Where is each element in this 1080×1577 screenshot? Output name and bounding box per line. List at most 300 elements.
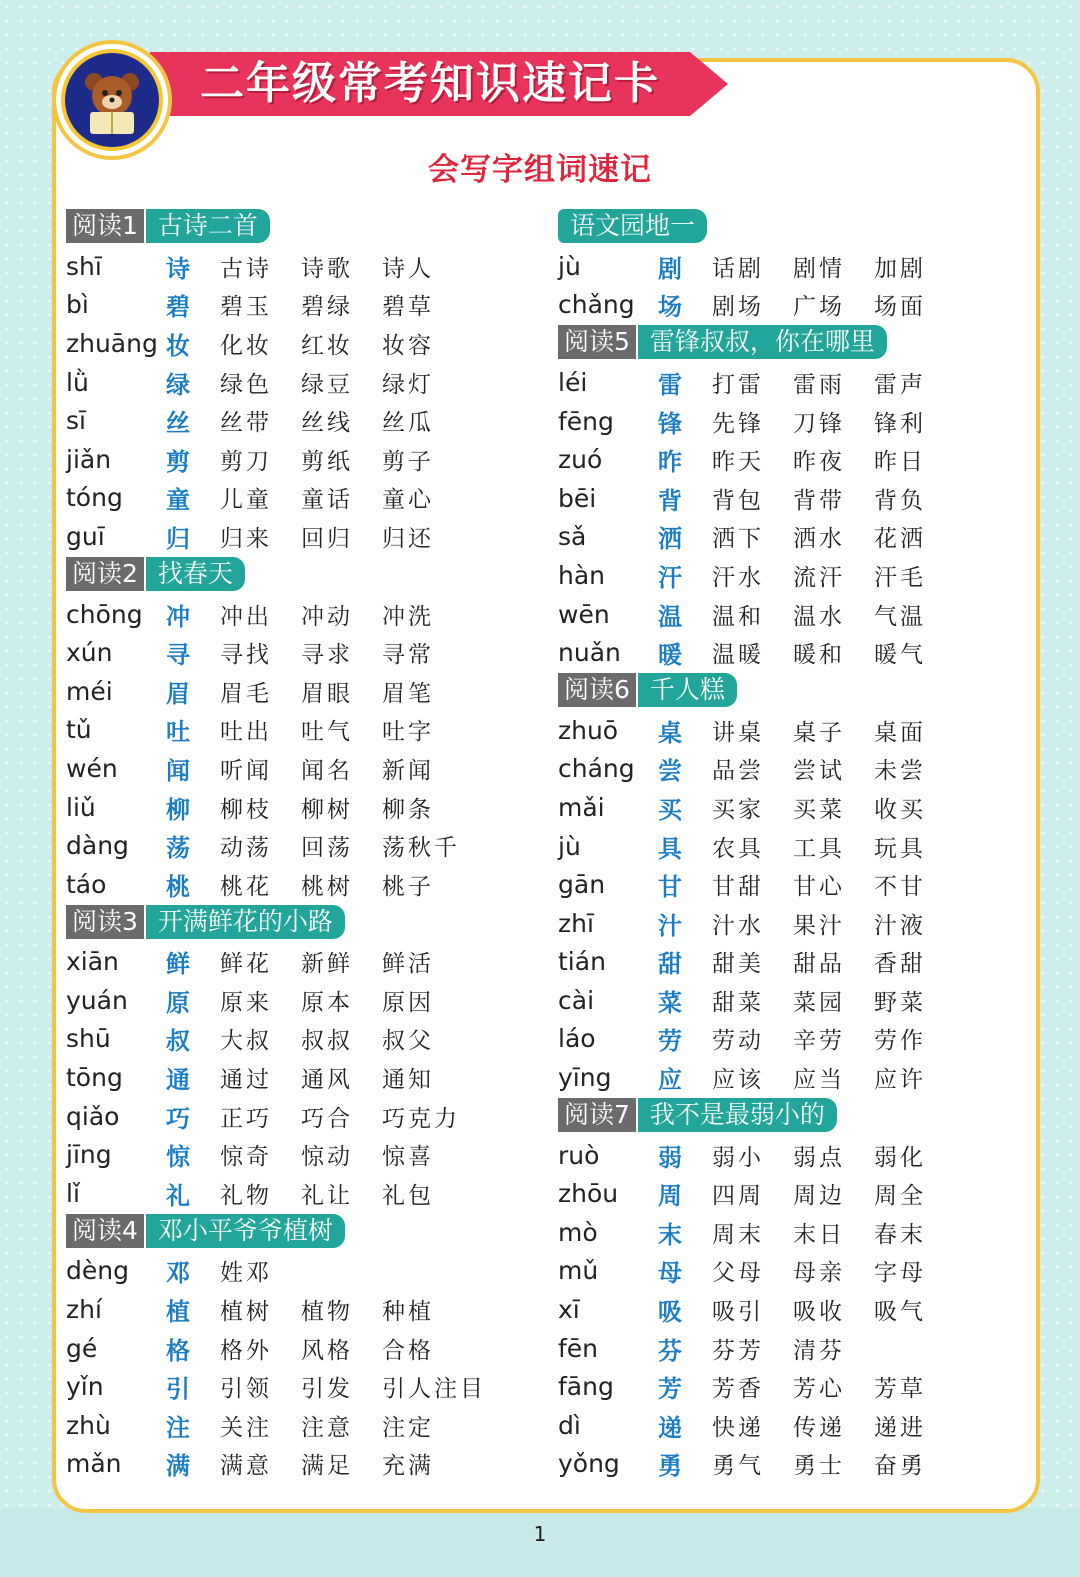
word: 广场 xyxy=(793,294,845,321)
character: 邓 xyxy=(166,1259,190,1288)
word: 买家 xyxy=(712,796,764,823)
word: 植物 xyxy=(301,1299,353,1326)
word-row xyxy=(66,788,506,827)
section-header xyxy=(66,556,506,592)
word: 未尝 xyxy=(874,758,926,785)
character: 芳 xyxy=(658,1375,682,1404)
word-row xyxy=(66,247,506,286)
word: 字母 xyxy=(874,1260,926,1287)
word: 勇气 xyxy=(712,1453,764,1480)
word-row xyxy=(558,1252,998,1291)
pinyin: dèng xyxy=(66,1256,129,1286)
word: 父母 xyxy=(712,1260,764,1287)
word: 汗毛 xyxy=(874,564,926,591)
word-row xyxy=(558,827,998,866)
word: 原来 xyxy=(220,989,272,1016)
word-row xyxy=(558,1367,998,1406)
word: 化妆 xyxy=(220,332,272,359)
word: 眉眼 xyxy=(301,680,353,707)
word: 寻求 xyxy=(301,642,353,669)
word: 鲜活 xyxy=(382,951,434,978)
character: 冲 xyxy=(166,602,190,631)
word-row xyxy=(558,595,998,634)
left-column xyxy=(66,208,506,1483)
word: 芳草 xyxy=(874,1376,926,1403)
word: 劳作 xyxy=(874,1028,926,1055)
section-header xyxy=(558,208,998,244)
word: 大叔 xyxy=(220,1028,272,1055)
pinyin: fāng xyxy=(558,1372,614,1402)
word: 温暖 xyxy=(712,642,764,669)
pinyin: láo xyxy=(558,1024,596,1054)
pinyin: léi xyxy=(558,367,588,397)
word: 新闻 xyxy=(382,757,434,784)
word: 雷雨 xyxy=(793,371,845,398)
word: 冲出 xyxy=(220,603,272,630)
character: 原 xyxy=(166,988,190,1017)
word: 洒下 xyxy=(712,526,764,553)
character: 应 xyxy=(658,1066,682,1095)
word: 快递 xyxy=(712,1414,764,1441)
word: 剪子 xyxy=(382,448,434,475)
word: 引人注目 xyxy=(382,1376,486,1403)
pinyin: fēn xyxy=(558,1333,599,1363)
word-row xyxy=(558,788,998,827)
word-row xyxy=(66,1058,506,1097)
section-title: 邓小平爷爷植树 xyxy=(146,1214,345,1248)
word: 汁水 xyxy=(712,912,764,939)
word: 暖和 xyxy=(793,642,845,669)
word: 弱点 xyxy=(793,1144,845,1171)
word: 甜美 xyxy=(712,951,764,978)
word-row xyxy=(558,363,998,402)
word: 芳香 xyxy=(712,1376,764,1403)
pinyin: hàn xyxy=(558,560,606,590)
word: 关注 xyxy=(220,1414,272,1441)
word-row xyxy=(66,943,506,982)
word-row xyxy=(558,633,998,672)
word: 弱化 xyxy=(874,1144,926,1171)
section-tag: 阅读4 xyxy=(66,1214,144,1248)
character: 甜 xyxy=(658,950,682,979)
word-row xyxy=(66,865,506,904)
word: 四周 xyxy=(712,1183,764,1210)
character: 桌 xyxy=(658,718,682,747)
word: 姓邓 xyxy=(220,1260,272,1287)
word: 动荡 xyxy=(220,835,272,862)
word-row xyxy=(558,750,998,789)
pinyin: guī xyxy=(66,521,105,551)
word-row xyxy=(558,1174,998,1213)
page-number: 1 xyxy=(533,1522,547,1546)
word: 通风 xyxy=(301,1067,353,1094)
word: 诗人 xyxy=(382,255,434,282)
word-row xyxy=(66,595,506,634)
word: 归来 xyxy=(220,525,272,552)
section-header xyxy=(66,1213,506,1249)
word: 绿灯 xyxy=(382,371,434,398)
section-tag: 阅读6 xyxy=(558,673,636,707)
word: 周末 xyxy=(712,1221,764,1248)
word: 剧场 xyxy=(712,294,764,321)
word: 收买 xyxy=(874,796,926,823)
character: 通 xyxy=(166,1066,190,1095)
word: 花洒 xyxy=(874,526,926,553)
word-row xyxy=(66,1445,506,1484)
word-row xyxy=(66,479,506,518)
character: 甘 xyxy=(658,873,682,902)
word: 洒水 xyxy=(793,526,845,553)
word: 辛劳 xyxy=(793,1028,845,1055)
word: 吸引 xyxy=(712,1299,764,1326)
pinyin: tóng xyxy=(66,483,123,513)
word: 暖气 xyxy=(874,642,926,669)
word-row xyxy=(66,1329,506,1368)
word: 吐出 xyxy=(220,719,272,746)
section-title: 千人糕 xyxy=(638,673,737,707)
word: 吸收 xyxy=(793,1299,845,1326)
section-tag: 阅读2 xyxy=(66,557,144,591)
pinyin: bì xyxy=(66,290,89,320)
bear-reading-icon xyxy=(72,60,152,140)
word-row xyxy=(558,1445,998,1484)
right-column xyxy=(558,208,998,1483)
word-row xyxy=(558,402,998,441)
word: 正巧 xyxy=(220,1105,272,1132)
word-row xyxy=(558,1290,998,1329)
pinyin: nuǎn xyxy=(558,638,621,668)
pinyin: xī xyxy=(558,1295,580,1325)
character: 礼 xyxy=(166,1181,190,1210)
word: 场面 xyxy=(874,294,926,321)
word: 碧绿 xyxy=(301,294,353,321)
word-row xyxy=(66,324,506,363)
word: 奋勇 xyxy=(874,1453,926,1480)
word: 眉毛 xyxy=(220,680,272,707)
word-row xyxy=(66,633,506,672)
pinyin: ruò xyxy=(558,1140,600,1170)
word: 桃花 xyxy=(220,873,272,900)
pinyin: tián xyxy=(558,947,606,977)
section-title: 雷锋叔叔，你在哪里 xyxy=(638,325,887,359)
word: 妆容 xyxy=(382,332,434,359)
word: 诗歌 xyxy=(301,255,353,282)
pinyin: zhī xyxy=(558,908,594,938)
word: 先锋 xyxy=(712,410,764,437)
word-row xyxy=(558,440,998,479)
word: 引领 xyxy=(220,1376,272,1403)
word: 打雷 xyxy=(712,371,764,398)
word: 叔叔 xyxy=(301,1028,353,1055)
word: 柳枝 xyxy=(220,796,272,823)
pinyin: sī xyxy=(66,406,86,436)
word: 眉笔 xyxy=(382,680,434,707)
word: 香甜 xyxy=(874,951,926,978)
word-row xyxy=(558,1136,998,1175)
pinyin: yǐn xyxy=(66,1372,104,1402)
word-row xyxy=(558,943,998,982)
word: 绿色 xyxy=(220,371,272,398)
pinyin: lǐ xyxy=(66,1178,80,1208)
pinyin: méi xyxy=(66,676,113,706)
word: 寻常 xyxy=(382,642,434,669)
character: 母 xyxy=(658,1259,682,1288)
pinyin: mǔ xyxy=(558,1256,599,1286)
section-header xyxy=(558,324,998,360)
word-row xyxy=(66,1020,506,1059)
word: 鲜花 xyxy=(220,951,272,978)
word-row xyxy=(558,981,998,1020)
word: 劳动 xyxy=(712,1028,764,1055)
section-tag: 阅读5 xyxy=(558,325,636,359)
character: 具 xyxy=(658,834,682,863)
pinyin: wén xyxy=(66,753,118,783)
word: 品尝 xyxy=(712,758,764,785)
character: 荡 xyxy=(166,834,190,863)
word: 甘心 xyxy=(793,874,845,901)
word: 果汁 xyxy=(793,912,845,939)
word: 刀锋 xyxy=(793,410,845,437)
character: 温 xyxy=(658,602,682,631)
word: 惊奇 xyxy=(220,1144,272,1171)
pinyin: tǔ xyxy=(66,715,92,745)
word-row xyxy=(66,749,506,788)
word: 话剧 xyxy=(712,255,764,282)
word: 植树 xyxy=(220,1299,272,1326)
character: 弱 xyxy=(658,1143,682,1172)
word: 荡秋千 xyxy=(382,835,460,862)
pinyin: sǎ xyxy=(558,522,587,552)
pinyin: chǎng xyxy=(558,290,635,320)
bear-mascot-badge xyxy=(56,44,168,156)
word: 儿童 xyxy=(220,487,272,514)
word: 风格 xyxy=(301,1337,353,1364)
word-row xyxy=(66,1367,506,1406)
word: 农具 xyxy=(712,835,764,862)
word-row xyxy=(558,1213,998,1252)
word: 新鲜 xyxy=(301,951,353,978)
character: 汗 xyxy=(658,563,682,592)
word: 流汗 xyxy=(793,564,845,591)
character: 洒 xyxy=(658,525,682,554)
word-row xyxy=(66,440,506,479)
word: 种植 xyxy=(382,1299,434,1326)
word: 剧情 xyxy=(793,255,845,282)
pinyin: zhōu xyxy=(558,1179,619,1209)
word-row xyxy=(558,1058,998,1097)
section-title: 语文园地一 xyxy=(558,209,707,243)
character: 格 xyxy=(166,1336,190,1365)
character: 汁 xyxy=(658,911,682,940)
character: 鲜 xyxy=(166,950,190,979)
character: 锋 xyxy=(658,409,682,438)
pinyin: fēng xyxy=(558,406,614,436)
pinyin: liǔ xyxy=(66,792,96,822)
word: 格外 xyxy=(220,1337,272,1364)
word: 母亲 xyxy=(793,1260,845,1287)
word: 温水 xyxy=(793,603,845,630)
word: 芳心 xyxy=(793,1376,845,1403)
character: 周 xyxy=(658,1182,682,1211)
word: 买菜 xyxy=(793,796,845,823)
pinyin: zuó xyxy=(558,445,603,475)
pinyin: zhuō xyxy=(558,715,619,745)
word: 丝线 xyxy=(301,410,353,437)
word: 汁液 xyxy=(874,912,926,939)
pinyin: jiǎn xyxy=(66,444,112,474)
pinyin: zhù xyxy=(66,1410,111,1440)
character: 诗 xyxy=(166,254,190,283)
character: 叔 xyxy=(166,1027,190,1056)
character: 场 xyxy=(658,293,682,322)
character: 寻 xyxy=(166,641,190,670)
word: 惊喜 xyxy=(382,1144,434,1171)
pinyin: dì xyxy=(558,1410,581,1440)
character: 引 xyxy=(166,1375,190,1404)
page-title: 二年级常考知识速记卡 xyxy=(200,58,660,109)
word: 周全 xyxy=(874,1183,926,1210)
word: 野菜 xyxy=(874,989,926,1016)
word: 注意 xyxy=(301,1414,353,1441)
word-row xyxy=(558,518,998,557)
section-title: 我不是最弱小的 xyxy=(638,1098,837,1132)
word: 礼物 xyxy=(220,1182,272,1209)
word: 古诗 xyxy=(220,255,272,282)
pinyin: yǒng xyxy=(558,1449,620,1479)
page-subtitle: 会写字组词速记 xyxy=(428,152,652,188)
word: 桃子 xyxy=(382,873,434,900)
word: 桃树 xyxy=(301,873,353,900)
character: 剪 xyxy=(166,447,190,476)
character: 满 xyxy=(166,1452,190,1481)
word-row xyxy=(558,286,998,325)
word: 巧克力 xyxy=(382,1105,460,1132)
pinyin: qiǎo xyxy=(66,1101,120,1131)
section-tag: 阅读7 xyxy=(558,1098,636,1132)
section-header xyxy=(66,208,506,244)
character: 植 xyxy=(166,1298,190,1327)
word: 绿豆 xyxy=(301,371,353,398)
pinyin: xiān xyxy=(66,947,119,977)
word-row xyxy=(66,1406,506,1445)
word: 碧玉 xyxy=(220,294,272,321)
pinyin: bēi xyxy=(558,483,597,513)
word: 温和 xyxy=(712,603,764,630)
word: 桌面 xyxy=(874,719,926,746)
word: 充满 xyxy=(382,1453,434,1480)
word: 背包 xyxy=(712,487,764,514)
character: 菜 xyxy=(658,988,682,1017)
pinyin: jù xyxy=(558,831,581,861)
character: 勇 xyxy=(658,1452,682,1481)
word: 碧草 xyxy=(382,294,434,321)
word: 背带 xyxy=(793,487,845,514)
pinyin: mǎi xyxy=(558,792,605,822)
character: 昨 xyxy=(658,448,682,477)
word: 应许 xyxy=(874,1067,926,1094)
word: 惊动 xyxy=(301,1144,353,1171)
section-header xyxy=(66,904,506,940)
pinyin: cài xyxy=(558,985,595,1015)
word: 讲桌 xyxy=(712,719,764,746)
word: 柳条 xyxy=(382,796,434,823)
word-row xyxy=(558,556,998,595)
word-row xyxy=(558,247,998,286)
word: 周边 xyxy=(793,1183,845,1210)
character: 吐 xyxy=(166,718,190,747)
pinyin: shī xyxy=(66,251,102,281)
word: 剪刀 xyxy=(220,448,272,475)
character: 惊 xyxy=(166,1143,190,1172)
character: 劳 xyxy=(658,1027,682,1056)
character: 丝 xyxy=(166,409,190,438)
pinyin: chōng xyxy=(66,599,143,629)
character: 碧 xyxy=(166,293,190,322)
word: 末日 xyxy=(793,1221,845,1248)
pinyin: yīng xyxy=(558,1063,612,1093)
word-row xyxy=(66,981,506,1020)
word: 礼让 xyxy=(301,1182,353,1209)
word: 菜园 xyxy=(793,989,845,1016)
section-header xyxy=(558,672,998,708)
word: 清芬 xyxy=(793,1337,845,1364)
word-row xyxy=(558,1406,998,1445)
word: 礼包 xyxy=(382,1182,434,1209)
word: 冲动 xyxy=(301,603,353,630)
word-row xyxy=(66,672,506,711)
word: 昨天 xyxy=(712,449,764,476)
word: 叔父 xyxy=(382,1028,434,1055)
pinyin: zhí xyxy=(66,1295,102,1325)
character: 注 xyxy=(166,1413,190,1442)
word: 引发 xyxy=(301,1376,353,1403)
word: 桌子 xyxy=(793,719,845,746)
word: 合格 xyxy=(382,1337,434,1364)
word: 柳树 xyxy=(301,796,353,823)
character: 童 xyxy=(166,486,190,515)
word: 通过 xyxy=(220,1067,272,1094)
character: 末 xyxy=(658,1220,682,1249)
word-row xyxy=(558,711,998,750)
pinyin: wēn xyxy=(558,599,610,629)
section-title: 开满鲜花的小路 xyxy=(146,905,345,939)
character: 闻 xyxy=(166,756,190,785)
word: 雷声 xyxy=(874,371,926,398)
word: 丝带 xyxy=(220,410,272,437)
section-tag: 阅读3 xyxy=(66,905,144,939)
word: 丝瓜 xyxy=(382,410,434,437)
character: 妆 xyxy=(166,331,190,360)
pinyin: zhuāng xyxy=(66,328,158,358)
word: 回归 xyxy=(301,525,353,552)
word: 冲洗 xyxy=(382,603,434,630)
word: 汗水 xyxy=(712,564,764,591)
word: 红妆 xyxy=(301,332,353,359)
word: 闻名 xyxy=(301,757,353,784)
character: 眉 xyxy=(166,679,190,708)
word: 吸气 xyxy=(874,1299,926,1326)
pinyin: mò xyxy=(558,1217,598,1247)
section-title: 古诗二首 xyxy=(146,209,270,243)
word-row xyxy=(66,1097,506,1136)
pinyin: yuán xyxy=(66,985,128,1015)
character: 买 xyxy=(658,795,682,824)
word: 童心 xyxy=(382,487,434,514)
character: 巧 xyxy=(166,1104,190,1133)
pinyin: gān xyxy=(558,870,606,900)
word: 背负 xyxy=(874,487,926,514)
word: 注定 xyxy=(382,1414,434,1441)
